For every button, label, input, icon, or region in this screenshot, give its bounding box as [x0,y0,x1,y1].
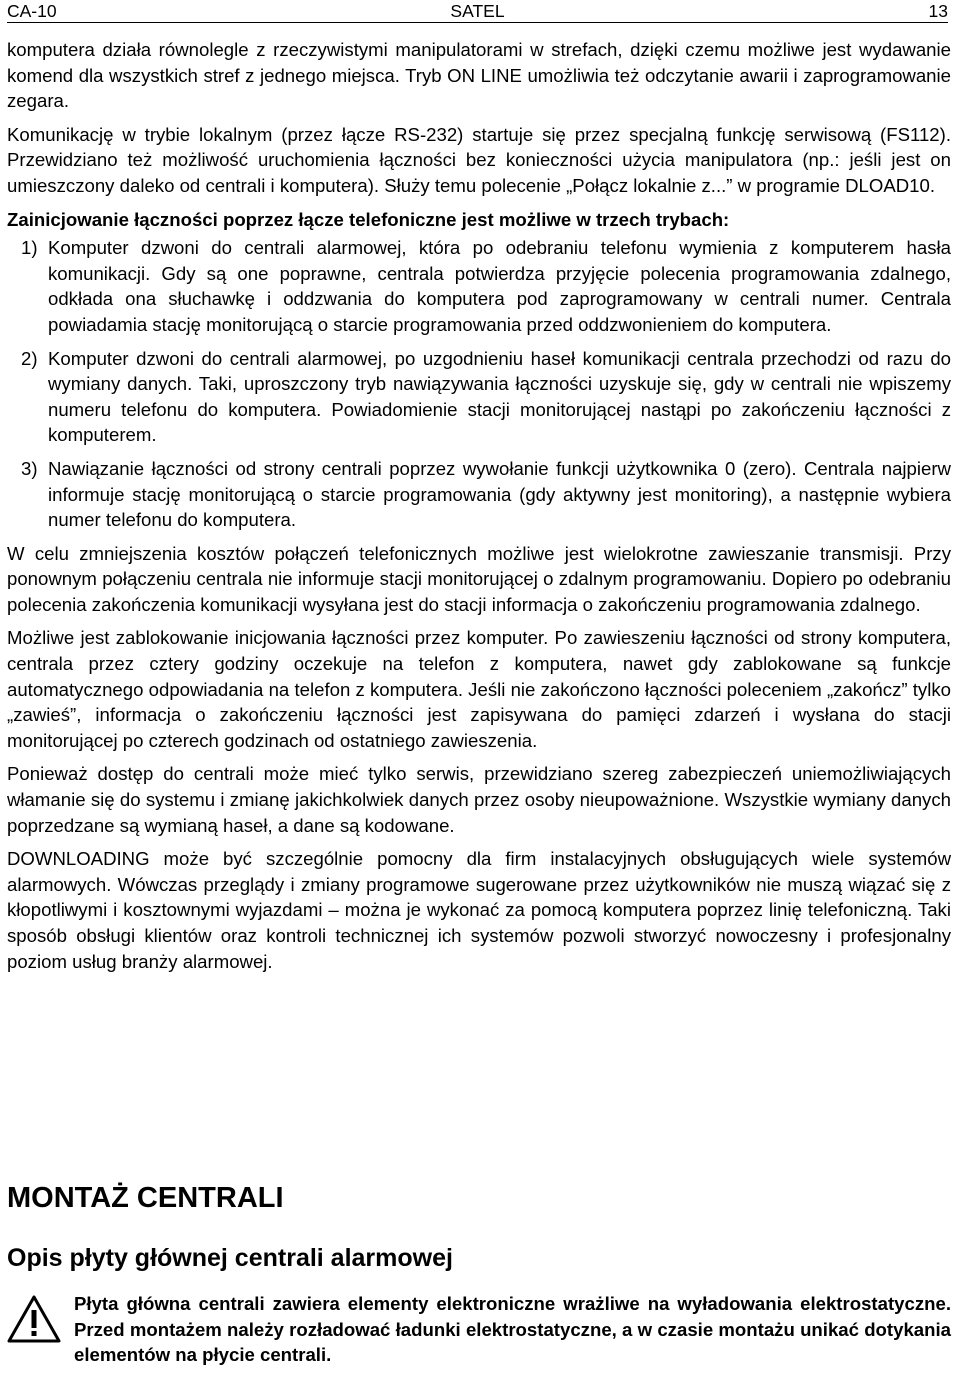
warning-note [7,1291,951,1371]
list-item-text: Komputer dzwoni do centrali alarmowej, która po odebraniu telefonu wymienia z komputerem hasła komunikacji. Gdy są one poprawne, centrala potwierdza przyjęcie polecenia programowania zdalnego, odkłada ona słuchawkę i oddzwania do komputera pod zaprogramowany w centrali numer. Centrala powiadamia stację monitorującą o starcie programowania przed oddzwonieniem do komputera. [48,237,951,335]
header-page-number: 13 [928,1,948,21]
list-item [7,235,951,337]
main-content [7,37,951,982]
section-title: MONTAŻ CENTRALI [7,1182,284,1214]
paragraph-security: Ponieważ dostęp do centrali może mieć tylko serwis, przewidziano szereg zabezpieczeń uniemożliwiających włamanie się do systemu i zmianę jakichkolwiek danych przez osoby nieupoważnione. Wszystkie wymiany danych poprzedzane są wymianą haseł, a dane są kodowane. [7,763,951,836]
paragraph-init-modes-heading: Zainicjowanie łączności poprzez łącze telefoniczne jest możliwe w trzech trybach: [7,208,730,230]
warning-text: Płyta główna centrali zawiera elementy elektroniczne wrażliwe na wyładowania elektrostatyczne. Przed montażem należy rozładować ładunki elektrostatyczne, a w czasie montażu unikać dotykania elementów na płycie centrali. [74,1293,951,1366]
page-header [7,0,948,23]
list-item-text: Komputer dzwoni do centrali alarmowej, po uzgodnieniu haseł komunikacji centrala przechodzi od razu do wymiany danych. Taki, uproszczony tryb nawiązywania łączności uzyskuje się, gdy w centrali nie wpiszemy numeru telefonu do komputera. Powiadomienie stacji monitorującej nastąpi po zakończeniu łączności z komputerem. [48,347,951,446]
list-item [7,346,951,448]
list-item-number: 2) [21,347,38,369]
paragraph-block-initiation: Możliwe jest zablokowanie inicjowania łączności przez komputer. Po zawieszeniu łączności od strony komputera, centrala przez cztery godziny oczekuje na telefon z komputera, nawet gdy zablokowane są funkcje automatycznego odpowiadania na telefon z komputera. Jeśli nie zakończono łączności poleceniem „zakończ” tylko „zawieś”, informacja o zakończeniu łączności jest zapisywana do pamięci zdarzeń i wysłana do stacji monitorującej po czterech godzinach od ostatniego zawieszenia. [7,627,951,751]
paragraph-downloading: DOWNLOADING może być szczególnie pomocny dla firm instalacyjnych obsługujących wiele systemów alarmowych. Wówczas przeglądy i zmiany programowe sugerowane przez użytkowników nie muszą wiązać się z kłopotliwymi i kosztownymi wyjazdami – można je wykonać za pomocą komputera poprzez linię telefoniczną. Taki sposób obsługi klientów oraz kontroli technicznej ich systemów pozwoli stworzyć nowoczesny i profesjonalny poziom usług branży alarmowej. [7,848,951,972]
subsection-title: Opis płyty głównej centrali alarmowej [7,1244,453,1272]
paragraph-online-mode: komputera działa równolegle z rzeczywistymi manipulatorami w strefach, dzięki czemu możliwe jest wydawanie komend dla wszystkich stref z jednego miejsca. Tryb ON LINE umożliwia też odczytanie awarii i zaprogramowanie zegara. [7,39,951,112]
list-item-text: Nawiązanie łączności od strony centrali poprzez wywołanie funkcji użytkownika 0 (zero). Centrala najpierw informuje stację monitorującą o starcie programowania (gdy aktywny jest monitoring), a następnie wybiera numer telefonu do komputera. [48,457,951,531]
list-item-number: 3) [21,457,38,479]
paragraph-local-mode: Komunikację w trybie lokalnym (przez łącze RS-232) startuje się przez specjalną funkcję serwisową (FS112). Przewidziano też możliwość uruchomienia łączności bez konieczności użycia manipulatora (np.: jeśli jest on umieszczony daleko od centrali i komputera). Służy temu polecenie „Połącz lokalnie z...” w programie DLOAD10. [7,123,951,196]
warning-triangle-icon [7,1295,61,1343]
list-item-number: 1) [21,237,38,259]
paragraph-suspend-transmission: W celu zmniejszenia kosztów połączeń telefonicznych możliwe jest wielokrotne zawieszanie transmisji. Przy ponownym połączeniu centrala nie informuje stacji monitorującej o zdalnym programowaniu. Dopiero po odebraniu polecenia zakończenia komunikacji wysyłana jest do stacji informacja o zakończeniu programowania zdalnego. [7,542,951,615]
list-item [7,456,951,533]
header-brand: SATEL [450,1,505,21]
header-doc-code: CA-10 [7,1,57,21]
